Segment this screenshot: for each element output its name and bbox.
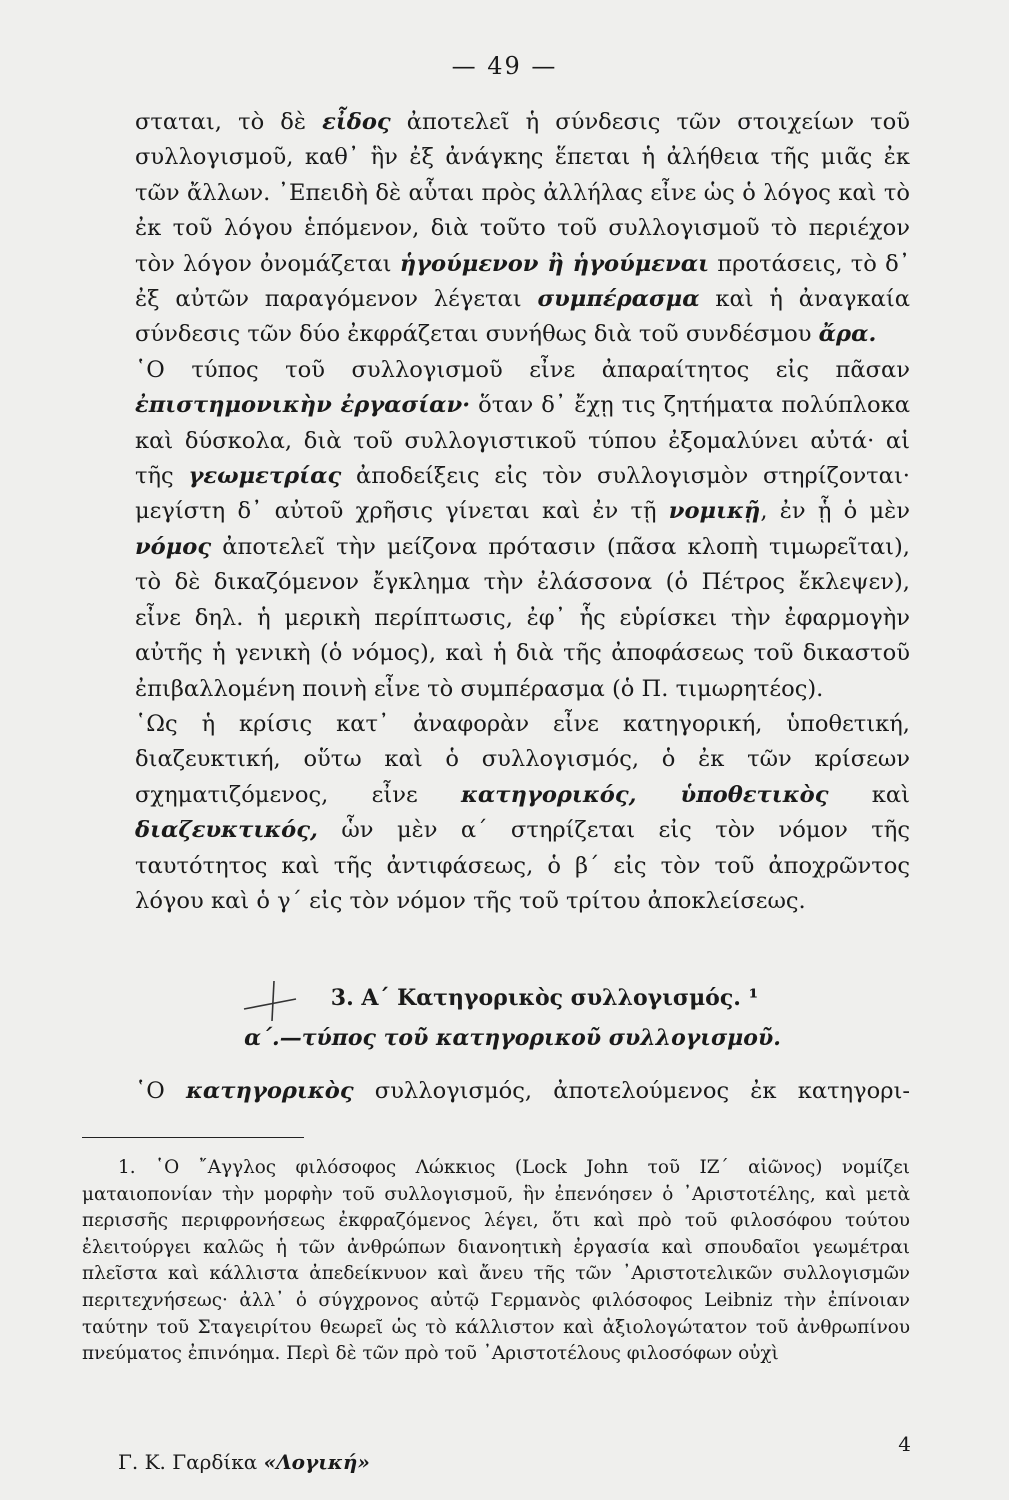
main-text	[135, 105, 910, 919]
emphasized-term: κατηγορικὸς	[185, 1078, 354, 1104]
emphasized-term: κατηγορικός, ὑποθετικὸς	[460, 781, 829, 808]
text-run: ῾Ο τύπος τοῦ συλλογισμοῦ εἶνε ἀπαραίτητος εἰς πᾶσαν	[135, 356, 910, 383]
text-run: καὶ	[828, 781, 911, 808]
book-signature	[118, 1450, 370, 1474]
emphasized-term: ἄρα.	[818, 321, 877, 348]
emphasized-term: ἐπιστημονικὴν ἐργασίαν·	[135, 392, 471, 419]
footnote-rule	[82, 1137, 304, 1138]
text-run: ῾Ως ἡ κρίσις κατ᾽ ἀναφορὰν εἶνε κατηγορική, ὑποθετική, διαζευκτική, οὕτω καὶ ὁ συλλογισμός, ὁ ἐκ τῶν κρίσεων σχηματιζόμενος, εἶνε	[135, 710, 910, 808]
text-run: , ἐν ᾗ ὁ μὲν	[760, 498, 911, 525]
sheet-number: 4	[898, 1432, 911, 1456]
emphasized-term: νόμος	[135, 533, 212, 560]
signature-title: «Λογική»	[263, 1450, 370, 1474]
text-run: ἀποδείξεις εἰς τὸν συλλογισμὸν στηρίζονται· μεγίστη δ᾽ αὐτοῦ χρῆσις γίνεται καὶ ἐν τῇ	[135, 463, 910, 525]
text-run: ῾Ο	[135, 1078, 186, 1104]
emphasized-term: γεωμετρίας	[188, 463, 342, 490]
text-run: ἀποτελεῖ τὴν μείζονα πρότασιν (πᾶσα κλοπὴ τιμωρεῖται), τὸ δὲ δικαζόμενον ἔγκλημα τὴν ἐλάσσονα (ὁ Πέτρος ἔκλεψεν), εἶνε δηλ. ἡ μερικὴ περίπτωσις, ἐφ᾽ ἧς εὑρίσκει τὴν ἐφαρμογὴν αὐτῆς ἡ γενικὴ (ὁ νόμος), καὶ ἡ διὰ τῆς ἀποφάσεως τοῦ δικαστοῦ ἐπιβαλλομένη ποινὴ εἶνε τὸ συμπέρασμα (ὁ Π. τιμωρητέος).	[135, 533, 910, 702]
text-run: σταται, τὸ δὲ	[135, 109, 323, 135]
footnote: 1. ῾Ο ῎Αγγλος φιλόσοφος Λώκκιος (Lock John τοῦ ΙΖ´ αἰῶνος) νομίζει ματαιοπονίαν τὴν μορφὴν τοῦ συλλογισμοῦ, ἣν ἐπενόησεν ὁ ᾽Αριστοτέλης, καὶ μετὰ περισσῆς περιφρονήσεως ἐκφραζόμενος λέγει, ὅτι καὶ πρὸ τοῦ φιλοσόφου τούτου ἐλειτούργει καλῶς ἡ τῶν ἀνθρώπων διανοητικὴ ἐργασία καὶ σπουδαῖοι γεωμέτραι πλεῖστα καὶ κάλλιστα ἀπεδείκνυον καὶ ἄνευ τῆς τῶν ᾽Αριστοτελικῶν συλλογισμῶν περιτεχνήσεως· ἀλλ᾽ ὁ σύγχρονος αὐτῷ Γερμανὸς φιλόσοφος Leibniz τὴν ἐπίνοιαν ταύτην τοῦ Σταγειρίτου θεωρεῖ ὡς τὸ κάλλιστον καὶ ἀξιολογώτατον τοῦ ἀνθρωπίνου πνεύματος ἐπινόημα. Περὶ δὲ τῶν πρὸ τοῦ ᾽Αριστοτέλους φιλοσόφων οὐχὶ	[82, 1157, 910, 1365]
emphasized-term: εἶδος	[322, 109, 391, 135]
text-run: καὶ ἡ ἀναγκαία σύνδεσις τῶν δύο ἐκφράζεται συνήθως διὰ τοῦ συνδέσμου	[135, 286, 910, 348]
text-run: προτάσεις, τὸ δ᾽ ἐξ αὐτῶν παραγόμενον λέγεται	[135, 250, 910, 313]
emphasized-term: διαζευκτικός,	[135, 817, 318, 844]
emphasized-term: ἡγούμενον ἢ ἡγούμεναι	[399, 250, 710, 277]
section-heading: 3. Α´ Κατηγορικὸς συλλογισμός. ¹	[330, 985, 759, 1011]
signature-author: Γ. Κ. Γαρδίκα	[118, 1450, 264, 1474]
text-run: ἀποτελεῖ ἡ σύνδεσις τῶν στοιχείων τοῦ συλλογισμοῦ, καθ᾽ ἣν ἐξ ἀνάγκης ἕπεται ἡ ἀλήθεια τῆς μιᾶς ἐκ τῶν ἄλλων. ᾽Επειδὴ δὲ αὗται πρὸς ἀλλήλας εἶνε ὡς ὁ λόγος καὶ τὸ ἐκ τοῦ λόγου ἑπόμενον, διὰ τοῦτο τοῦ συλλογισμοῦ τὸ περιέχον τὸν λόγον ὀνομάζεται	[135, 109, 910, 277]
subsection-heading: α´.—τύπος τοῦ κατηγορικοῦ συλλογισμοῦ.	[244, 1025, 781, 1051]
paragraph-3	[135, 707, 910, 919]
emphasized-term: συμπέρασμα	[537, 286, 700, 313]
paragraph-1	[135, 105, 910, 353]
paragraph-2	[135, 353, 910, 707]
emphasized-term: νομικῇ	[668, 498, 761, 525]
page-number: — 49 —	[451, 52, 558, 80]
text-run: ὧν μὲν α´ στηρίζεται εἰς τὸν νόμον τῆς ταυτότητος καὶ τῆς ἀντιφάσεως, ὁ β´ εἰς τὸν τοῦ ἀποχρῶντος λόγου καὶ ὁ γ´ εἰς τὸν νόμον τῆς τοῦ τρίτου ἀποκλείσεως.	[135, 817, 910, 914]
text-run: ὅταν δ᾽ ἔχῃ τις ζητήματα πολύπλοκα καὶ δύσκολα, διὰ τοῦ συλλογιστικοῦ τύπου ἐξομαλύνει αὐτά· αἱ τῆς	[135, 392, 910, 490]
text-run: συλλογισμός, ἀποτελούμενος ἐκ κατηγορι-	[353, 1078, 910, 1104]
paragraph-4	[135, 1078, 910, 1104]
